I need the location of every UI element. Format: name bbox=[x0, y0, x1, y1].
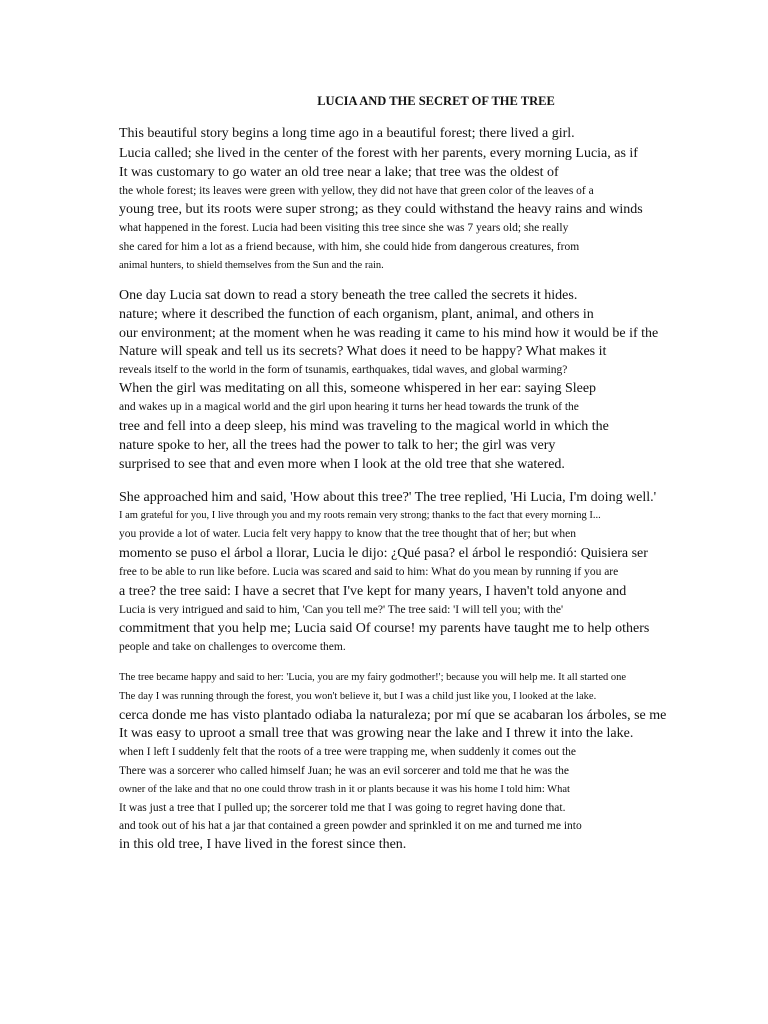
text-line: momento se puso el árbol a llorar, Lucia le dijo: ¿Qué pasa? el árbol le respondió: Quisiera ser bbox=[119, 546, 648, 561]
text-line: When the girl was meditating on all this, someone whispered in her ear: saying Sleep bbox=[119, 381, 597, 396]
text-line: surprised to see that and even more when I look at the old tree that she watered. bbox=[119, 457, 565, 472]
text-line: in this old tree, I have lived in the forest since then. bbox=[119, 837, 407, 852]
text-line: The day I was running through the forest, you won't believe it, but I was a child just like you, I looked at the lake. bbox=[119, 691, 597, 702]
text-line: animal hunters, to shield themselves from the Sun and the rain. bbox=[119, 260, 384, 271]
text-line: Nature will speak and tell us its secrets? What does it need to be happy? What makes it bbox=[119, 344, 607, 359]
text-line: Lucia called; she lived in the center of the forest with her parents, every morning Lucia, as if bbox=[119, 146, 638, 161]
text-line: It was customary to go water an old tree near a lake; that tree was the oldest of bbox=[119, 165, 559, 180]
paragraph-2 bbox=[119, 286, 759, 474]
text-line: commitment that you help me; Lucia said Of course! my parents have taught me to help others bbox=[119, 621, 650, 636]
text-line: she cared for him a lot as a friend because, with him, she could hide from dangerous creatures, from bbox=[119, 241, 580, 253]
text-line: owner of the lake and that no one could throw trash in it or plants because it was his home I told him: What bbox=[119, 784, 570, 795]
text-line: you provide a lot of water. Lucia felt very happy to know that the tree thought that of her; but when bbox=[119, 528, 576, 540]
text-line: nature spoke to her, all the trees had the power to talk to her; the girl was very bbox=[119, 438, 556, 453]
page-title: LUCIA AND THE SECRET OF THE TREE bbox=[317, 94, 555, 108]
text-line: cerca donde me has visto plantado odiaba la naturaleza; por mí que se acabaran los árboles, se me bbox=[119, 708, 667, 723]
paragraph-3 bbox=[119, 488, 759, 656]
text-line: One day Lucia sat down to read a story beneath the tree called the secrets it hides. bbox=[119, 288, 578, 303]
text-line: Lucia is very intrigued and said to him, 'Can you tell me?' The tree said: 'I will tell you; with the' bbox=[119, 604, 564, 616]
text-line: nature; where it described the function of each organism, plant, animal, and others in bbox=[119, 307, 594, 322]
text-line: and took out of his hat a jar that contained a green powder and sprinkled it on me and turned me into bbox=[119, 820, 582, 832]
text-line: There was a sorcerer who called himself Juan; he was an evil sorcerer and told me that he was the bbox=[119, 765, 569, 777]
text-line: I am grateful for you, I live through you and my roots remain very strong; thanks to the fact that every morning I... bbox=[119, 510, 601, 521]
text-line: our environment; at the moment when he was reading it came to his mind how it would be if the bbox=[119, 326, 659, 341]
text-line: when I left I suddenly felt that the roots of a tree were trapping me, when suddenly it comes out the bbox=[119, 746, 576, 758]
paragraph-1 bbox=[119, 124, 759, 275]
text-line: people and take on challenges to overcome them. bbox=[119, 641, 346, 653]
text-line: It was easy to uproot a small tree that was growing near the lake and I threw it into the lake. bbox=[119, 726, 634, 741]
text-line: young tree, but its roots were super strong; as they could withstand the heavy rains and winds bbox=[119, 202, 643, 217]
text-line: It was just a tree that I pulled up; the sorcerer told me that I was going to regret having done that. bbox=[119, 802, 566, 814]
text-line: what happened in the forest. Lucia had been visiting this tree since she was 7 years old; she really bbox=[119, 222, 569, 234]
paragraph-4 bbox=[119, 668, 759, 854]
text-line: the whole forest; its leaves were green with yellow, they did not have that green color of the leaves of a bbox=[119, 185, 594, 197]
text-line: reveals itself to the world in the form of tsunamis, earthquakes, tidal waves, and global warming? bbox=[119, 364, 568, 376]
text-line: The tree became happy and said to her: 'Lucia, you are my fairy godmother!'; because you will help me. It all started one bbox=[119, 672, 627, 683]
text-line: free to be able to run like before. Lucia was scared and said to him: What do you mean by running if you are bbox=[119, 566, 619, 578]
text-line: This beautiful story begins a long time ago in a beautiful forest; there lived a girl. bbox=[119, 126, 575, 141]
text-line: She approached him and said, 'How about this tree?' The tree replied, 'Hi Lucia, I'm doing well.' bbox=[119, 490, 657, 505]
text-line: tree and fell into a deep sleep, his mind was traveling to the magical world in which the bbox=[119, 419, 609, 434]
text-line: a tree? the tree said: I have a secret that I've kept for many years, I haven't told anyone and bbox=[119, 584, 627, 599]
text-line: and wakes up in a magical world and the girl upon hearing it turns her head towards the trunk of the bbox=[119, 401, 579, 413]
